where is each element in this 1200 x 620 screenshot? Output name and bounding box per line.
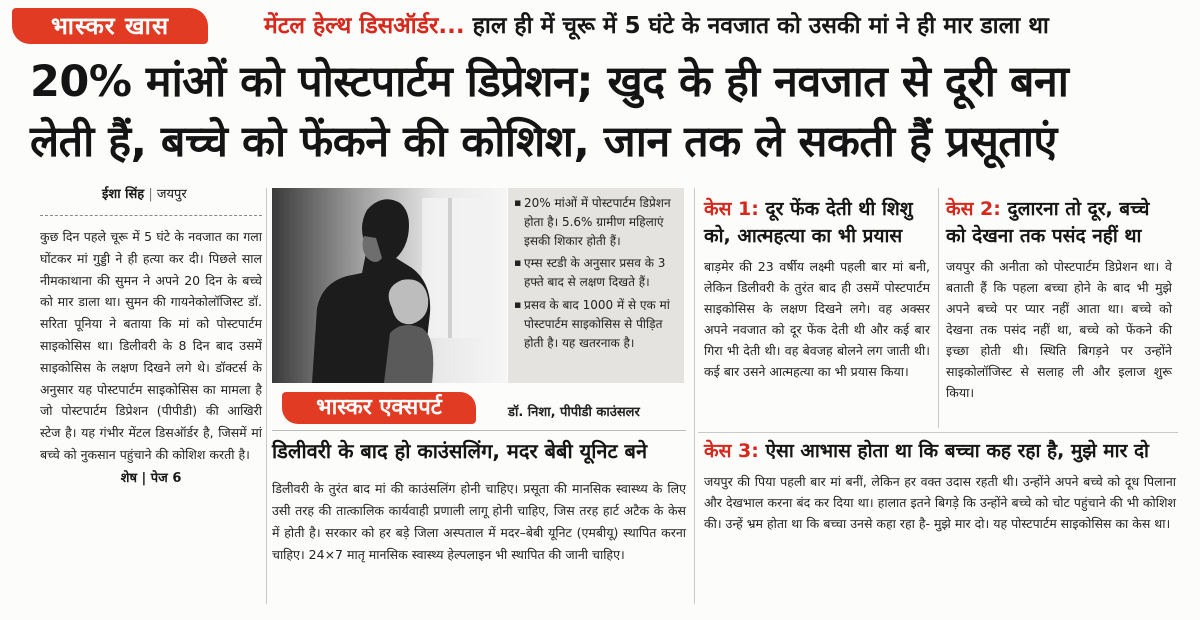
photo-illustration [272, 188, 507, 383]
case-2-title [946, 196, 1172, 250]
column-divider [266, 188, 267, 604]
case-2-body: जयपुर की अनीता को पोस्टपार्टम डिप्रेशन था। वे बताती हैं कि पहला बच्चा होने के बाद भी मुझे अपने बच्चे पर प्यार नहीं आता था। बच्चे को देखना तक पसंद नहीं था, बच्चे को फेंकने की इच्छा होती थी। स्थिति बिगड़ने पर उन्होंने साइकोलॉजिस्ट से सलाह ली और इलाज शुरू किया। [946, 259, 1172, 400]
case-1-title [704, 196, 930, 250]
case-3 [704, 438, 1176, 534]
lead-body: कुछ दिन पहले चूरू में 5 घंटे के नवजात का गला घोंटकर मां गुड्डी ने ही हत्या कर दी। पिछले साल नीमकाथाना की सुमन ने अपने 20 दिन के बच्चे को मार डाला था। सुमन की गायनेकोलॉजिस्ट डॉ. सरिता पूनिया ने बताया कि मां को पोस्टपार्टम साइकोसिस था। डिलीवरी के 8 दिन बाद उसमें साइकोसिस के लक्षण दिखने लगे थे। डॉक्टर्स के अनुसार यह पोस्टपार्टम साइकोसिस का मामला है जो पोस्टपार्टम डिप्रेशन (पीपीडी) की आखिरी स्टेज है। यह गंभीर मेंटल डिसऑर्डर है, जिसमें मां बच्चे को नुकसान पहुंचाने की कोशिश करती है। [40, 229, 262, 462]
expert-name: डॉ. निशा, पीपीडी काउंसलर [508, 405, 640, 420]
kicker-text: हाल ही में चूरू में 5 घंटे के नवजात को उसकी मां ने ही मार डाला था [472, 13, 1049, 39]
case-1-body: बाड़मेर की 23 वर्षीय लक्ष्मी पहली बार मां बनी, लेकिन डिलीवरी के तुरंत बाद ही उसमें पोस्टपार्टम साइकोसिस के लक्षण दिखने लगे। वह अक्सर अपने नवजात को दूर फेंक देती थी और कई बार गिरा भी देती थी। वह बेवजह बोलने लग जाती थी। कई बार उसने आत्महत्या का भी प्रयास किया। [704, 259, 930, 379]
case-2 [946, 196, 1172, 403]
kicker [264, 10, 1049, 42]
byline [40, 185, 262, 205]
kicker-topic: मेंटल हेल्थ डिसऑर्डर... [264, 13, 465, 39]
expert-body: डिलीवरी के तुरंत बाद मां की काउंसलिंग होनी चाहिए। प्रसूता की मानसिक स्वास्थ्य के लिए उसी तरह की तात्कालिक कार्यवाही प्रणाली लागू होनी चाहिए, जिस तरह हार्ट अटैक के केस में होती है। सरकार को हर बड़े जिला अस्पताल में मदर–बेबी यूनिट (एमबीयू) स्थापित करना चाहिए। 24×7 मातृ मानसिक स्वास्थ्य हेल्पलाइन भी स्थापित की जानी चाहिए। [272, 481, 686, 562]
case-3-label: केस 3: [704, 440, 759, 462]
fact-box [508, 188, 684, 383]
case-2-label: केस 2: [946, 198, 1001, 220]
expert-divider [272, 430, 686, 431]
headline-line-2: लेती हैं, बच्चे को फेंकने की कोशिश, जान तक ले सकती हैं प्रसूताएं [30, 117, 1057, 167]
case-1 [704, 196, 930, 382]
expert-header [272, 392, 686, 426]
column-divider [938, 188, 939, 428]
fact-item: ▪ 20% मांओं में पोस्टपार्टम डिप्रेशन होता है। 5.6% ग्रामीण महिलाएं इसकी शिकार होती हैं। [514, 194, 678, 250]
column-divider [694, 188, 695, 604]
case-2-heading: दुलारना तो दूर, बच्चे को देखना तक पसंद नहीं था [946, 198, 1150, 247]
case-1-heading: दूर फेंक देती थी शिशु को, आत्महत्या का भी प्रयास [704, 198, 913, 247]
expert-title: डिलीवरी के बाद हो काउंसलिंग, मदर बेबी यूनिट बने [272, 439, 648, 463]
headline [30, 52, 1180, 172]
byline-separator: | [148, 187, 153, 202]
expert-badge: भास्कर एक्सपर्ट [282, 392, 476, 424]
byline-author: ईशा सिंह [102, 187, 145, 202]
byline-divider [40, 215, 262, 216]
byline-city: जयपुर [156, 187, 187, 202]
case-divider [698, 432, 1178, 433]
top-strip [8, 6, 1192, 48]
case-1-label: केस 1: [704, 198, 759, 220]
headline-line-1: 20% मांओं को पोस्टपार्टम डिप्रेशन; खुद के ही नवजात से दूरी बना [30, 57, 1069, 107]
brand-badge: भास्कर खास [12, 8, 208, 44]
fact-item: ▪ प्रसव के बाद 1000 में से एक मां पोस्टपार्टम साइकोसिस से पीड़ित होती है। यह खतरनाक है। [514, 296, 678, 352]
mother-child-photo [272, 188, 507, 383]
continued-note: शेष | पेज 6 [120, 470, 182, 486]
lead-column [40, 185, 262, 605]
case-3-title [704, 438, 1176, 465]
fact-item: ▪ एम्स स्टडी के अनुसार प्रसव के 3 हफ्ते बाद से लक्षण दिखते हैं। [514, 254, 678, 292]
case-3-body: जयपुर की पिया पहली बार मां बनीं, लेकिन हर वक्त उदास रहती थी। उन्होंने अपने बच्चे को दूध पिलाना और देखभाल करना बंद कर दिया था। हालात इतने बिगड़े कि उन्होंने बच्चे को चोट पहुंचाने की भी कोशिश की। उन्हें भ्रम होता था कि बच्चा उनसे कहा रहा है- मुझे मार दो। यह पोस्टपार्टम साइकोसिस का केस था। [704, 474, 1176, 531]
case-3-heading: ऐसा आभास होता था कि बच्चा कह रहा है, मुझे मार दो [765, 440, 1149, 462]
